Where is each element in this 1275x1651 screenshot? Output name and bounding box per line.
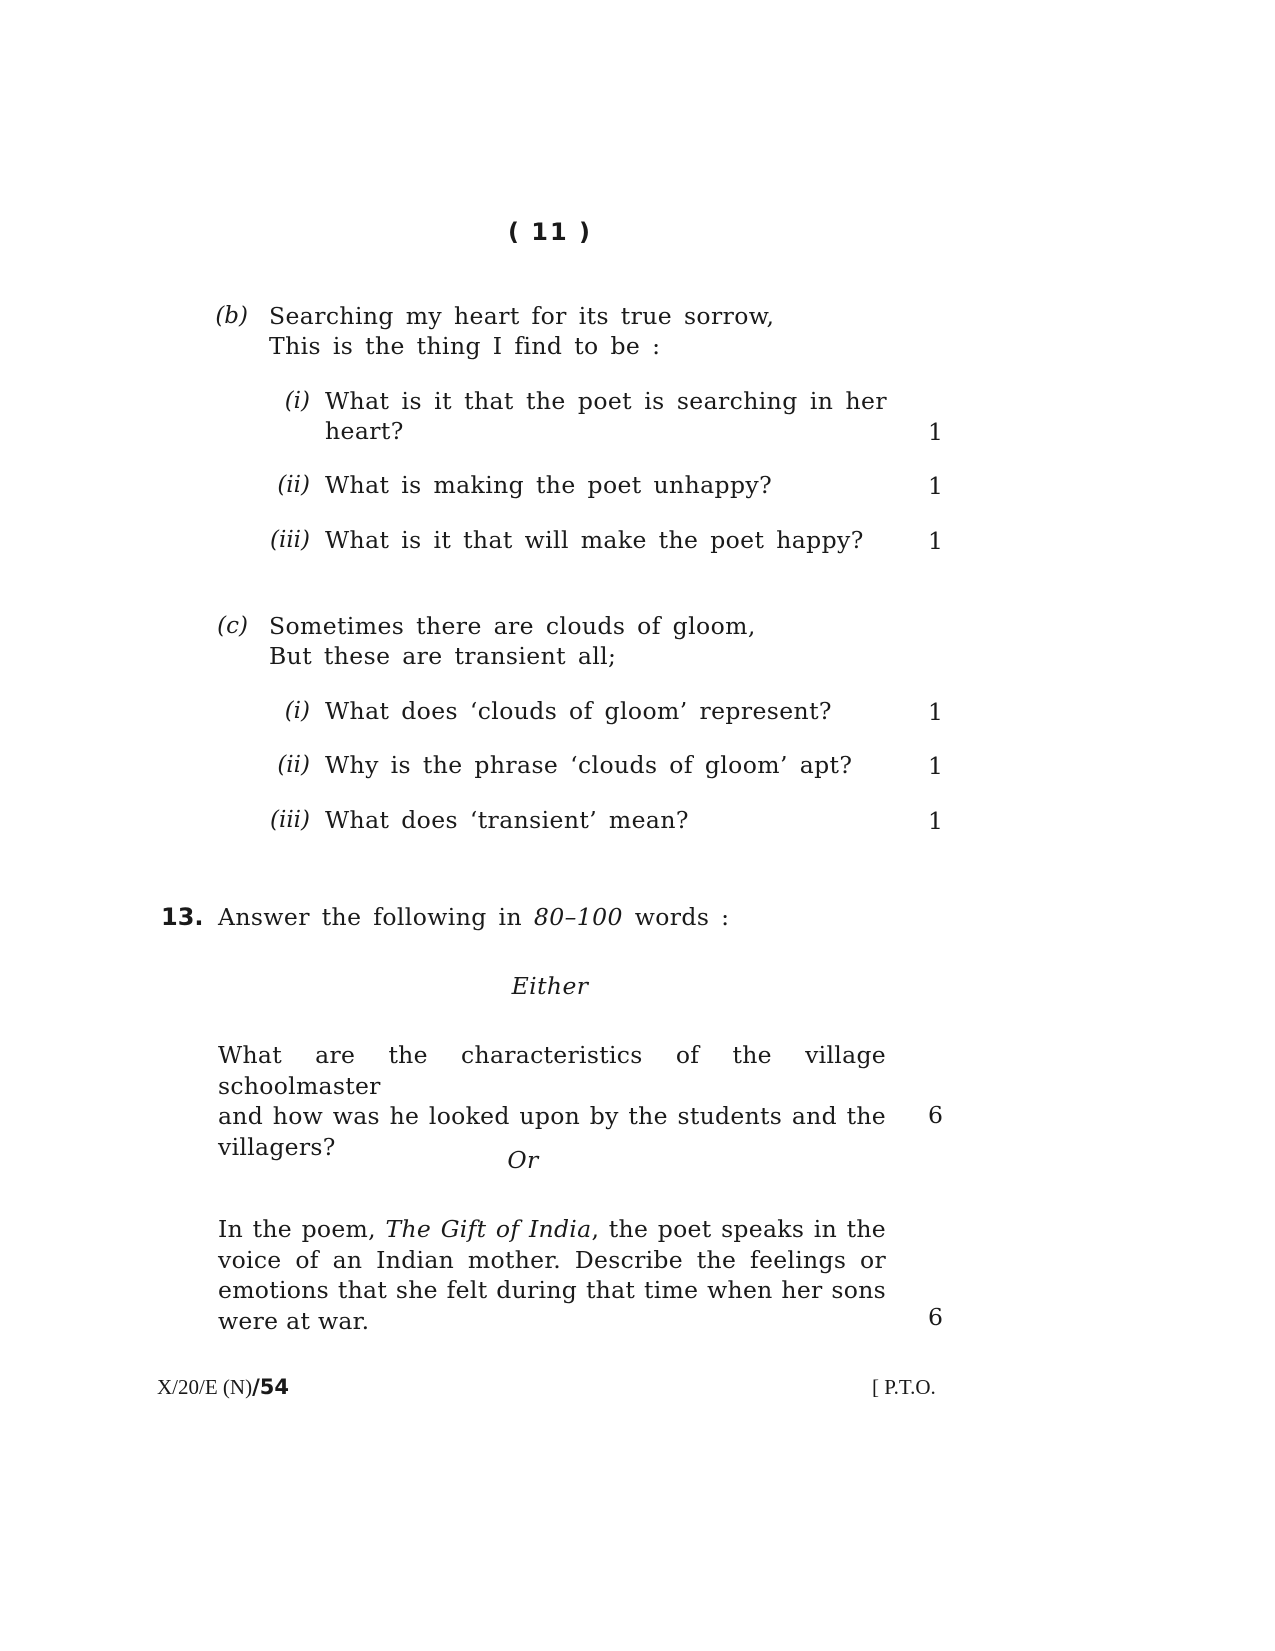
c-subquestion-i-marks: 1 bbox=[928, 698, 943, 726]
c-subquestion-i-text: What does ‘clouds of gloom’ represent? bbox=[325, 697, 832, 725]
or-line-1-post: , the poet speaks in the bbox=[591, 1215, 886, 1243]
or-heading: Or bbox=[507, 1146, 539, 1174]
or-line-2: voice of an Indian mother. Describe the feelings or bbox=[218, 1245, 886, 1274]
instruction-post: words : bbox=[634, 903, 730, 931]
question-13-number: 13. bbox=[161, 903, 204, 931]
b-subquestion-ii-label: (ii) bbox=[277, 472, 310, 498]
b-subquestion-ii-marks: 1 bbox=[928, 472, 943, 500]
either-heading: Either bbox=[511, 972, 589, 1000]
part-c-stanza-line-2: But these are transient all; bbox=[269, 642, 617, 670]
b-subquestion-ii-text: What is making the poet unhappy? bbox=[325, 471, 773, 499]
either-line-2: and how was he looked upon by the students and the bbox=[218, 1102, 886, 1130]
or-question bbox=[218, 1214, 886, 1336]
b-subquestion-iii-text: What is it that will make the poet happy? bbox=[325, 526, 864, 554]
question-13-instruction bbox=[218, 903, 729, 931]
c-subquestion-iii-marks: 1 bbox=[928, 807, 943, 835]
either-question bbox=[218, 1040, 886, 1162]
part-b-label: (b) bbox=[215, 303, 248, 329]
paper-code bbox=[157, 1375, 289, 1400]
or-line-1-pre: In the poem, bbox=[218, 1215, 376, 1243]
either-line-1: What are the characteristics of the village schoolmaster bbox=[218, 1041, 886, 1100]
or-line-4: were at war. bbox=[218, 1306, 370, 1335]
page-number: ( 11 ) bbox=[507, 218, 593, 246]
c-subquestion-iii-label: (iii) bbox=[269, 807, 310, 833]
instruction-pre: Answer the following in bbox=[218, 903, 523, 931]
c-subquestion-iii-text: What does ‘transient’ mean? bbox=[325, 806, 689, 834]
c-subquestion-ii-text: Why is the phrase ‘clouds of gloom’ apt? bbox=[325, 751, 853, 779]
part-c-label: (c) bbox=[217, 613, 248, 639]
b-subquestion-i-line-1: What is it that the poet is searching in her bbox=[325, 387, 887, 415]
or-line-3: emotions that she felt during that time when her sons bbox=[218, 1276, 886, 1304]
part-b-stanza-line-1: Searching my heart for its true sorrow, bbox=[269, 302, 775, 330]
poem-title: The Gift of India bbox=[385, 1215, 592, 1243]
pto-marker: [ P.T.O. bbox=[872, 1375, 936, 1399]
or-marks: 6 bbox=[928, 1303, 943, 1331]
part-b-stanza-line-2: This is the thing I find to be : bbox=[269, 332, 661, 360]
c-subquestion-ii-marks: 1 bbox=[928, 752, 943, 780]
c-subquestion-ii-label: (ii) bbox=[277, 752, 310, 778]
either-line-3: villagers? bbox=[218, 1132, 336, 1161]
paper-code-suffix: /54 bbox=[252, 1375, 289, 1399]
paper-code-prefix: X/20/E (N) bbox=[157, 1375, 253, 1399]
b-subquestion-i-marks: 1 bbox=[928, 418, 943, 446]
either-marks: 6 bbox=[928, 1101, 943, 1129]
b-subquestion-iii-label: (iii) bbox=[269, 527, 310, 553]
b-subquestion-i-label: (i) bbox=[284, 388, 310, 414]
b-subquestion-i-line-2: heart? bbox=[325, 417, 404, 445]
c-subquestion-i-label: (i) bbox=[284, 698, 310, 724]
instruction-word-range: 80–100 bbox=[533, 903, 623, 931]
part-c-stanza-line-1: Sometimes there are clouds of gloom, bbox=[269, 612, 756, 640]
b-subquestion-iii-marks: 1 bbox=[928, 527, 943, 555]
or-line-1 bbox=[218, 1214, 886, 1245]
